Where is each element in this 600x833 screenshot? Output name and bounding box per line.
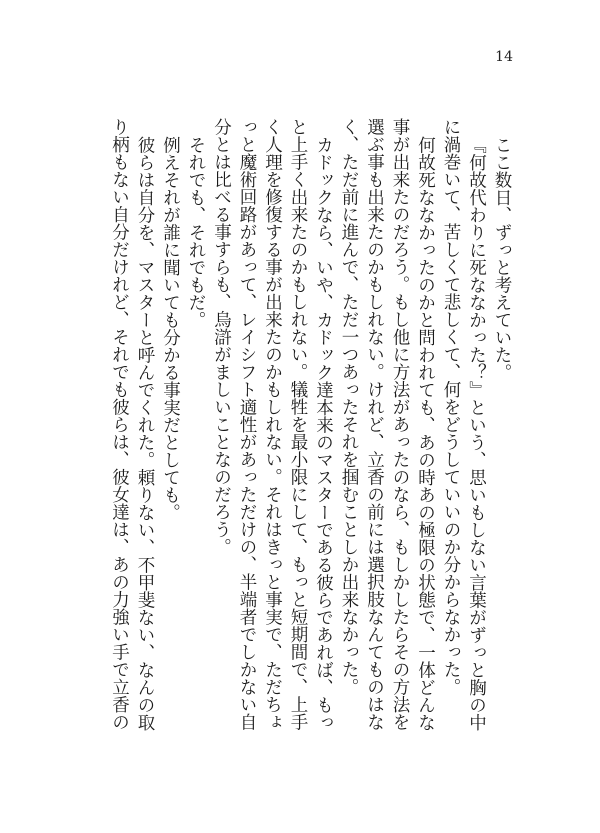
body-text <box>88 118 514 758</box>
paragraph: カドックなら、いや、カドック達本来のマスターである彼らであれば、もっ と上手く出来たのかもしれない。犠牲を最小限にして、もっと短期間で、上手 く人理を修復する事が出来たのかもしれない。それはきっと事実で、ただちょ っと魔術回路があって、レイシフト適性があっただけの、半端者でしかない自 分とは比べる事すらも、烏滸がましいことなのだろう。 <box>211 118 334 731</box>
paragraph: 例えそれが誰に聞いても分かる事実だとしても。 <box>160 135 181 521</box>
paragraph: 何故死ななかったのかと問われても、あの時あの極限の状態で、一体どんな 事が出来たのだろう。もし他に方法があったのなら、もしかしたらその方法を 選ぶ事も出来たのかもしれない。けれど、立香の前には選択肢なんてものはな く、ただ前に進んで、ただ一つあったそれを掴むことしか出来なかった。 <box>339 118 436 731</box>
paragraph: 『何故代わりに死ななかった？』という、思いもしない言葉がずっと胸の中 に渦巻いて、苦しくて悲しくて、何をどうしていいのか分からなかった。 <box>441 118 487 731</box>
paragraph: 彼らは自分を、マスターと呼んでくれた。頼りない、不甲斐ない、なんの取 り柄もない自分だけれど、それでも彼らは、彼女達は、あの力強い手で立香の <box>109 118 155 731</box>
paragraph: それでも、それでもだ。 <box>186 135 206 328</box>
page-number: 14 <box>495 49 513 65</box>
paragraph: ここ数日、ずっと考えていた。 <box>492 135 512 381</box>
